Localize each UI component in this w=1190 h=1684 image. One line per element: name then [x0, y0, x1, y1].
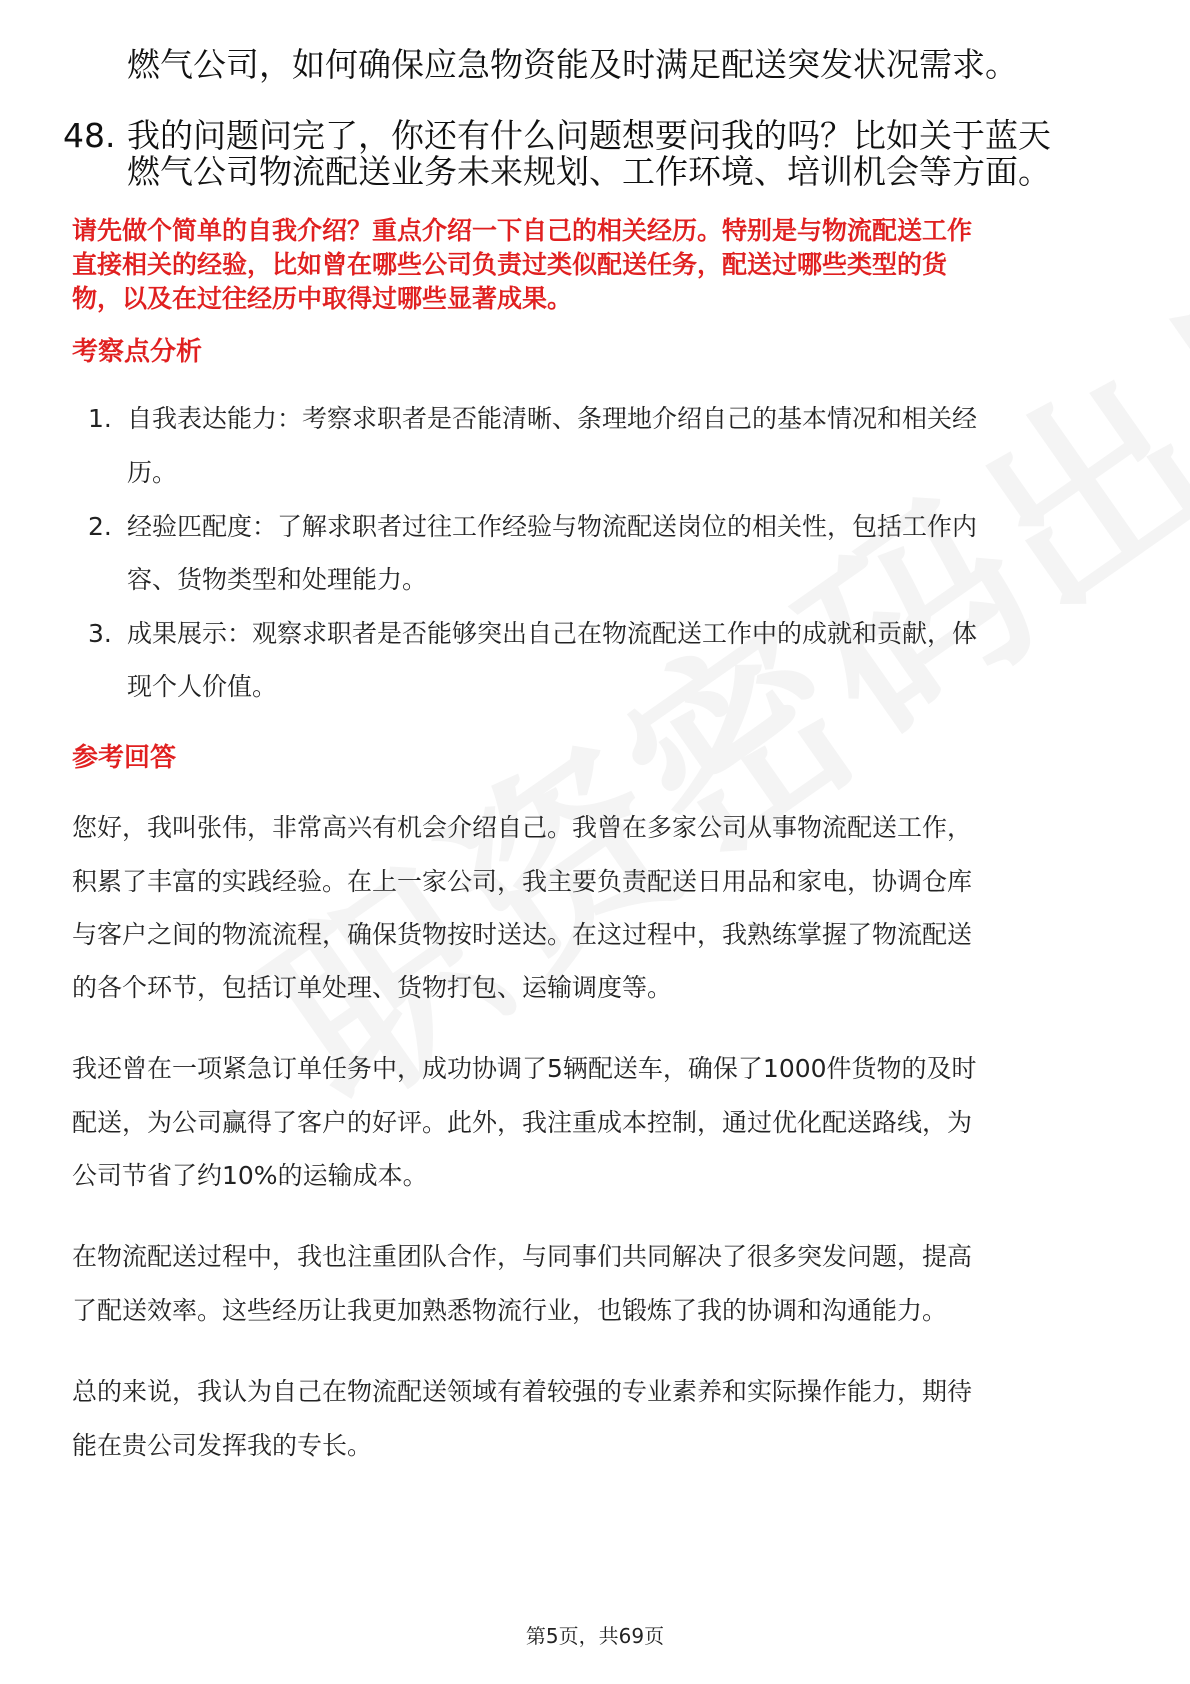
analysis-item-number: 1.: [88, 404, 112, 433]
analysis-item-line: 现个人价值。: [127, 672, 278, 701]
answer-line: 我还曾在一项紧急订单任务中，成功协调了5辆配送车，确保了1000件货物的及时: [72, 1054, 977, 1083]
answer-line: 与客户之间的物流流程，确保货物按时送达。在这过程中，我熟练掌握了物流配送: [72, 920, 973, 949]
answer-line: 的各个环节，包括订单处理、货物打包、运输调度等。: [72, 973, 673, 1002]
analysis-item-line: 历。: [127, 458, 178, 487]
answer-line: 您好，我叫张伟，非常高兴有机会介绍自己。我曾在多家公司从事物流配送工作，: [72, 813, 973, 842]
analysis-item-number: 3.: [88, 619, 112, 648]
analysis-item-line: 自我表达能力：考察求职者是否能清晰、条理地介绍自己的基本情况和相关经: [127, 404, 978, 433]
page-footer: 第5页，共69页: [525, 1624, 665, 1648]
q47-continuation: 燃气公司，如何确保应急物资能及时满足配送突发状况需求。: [127, 45, 1018, 84]
answer-line: 了配送效率。这些经历让我更加熟悉物流行业，也锻炼了我的协调和沟通能力。: [72, 1296, 948, 1325]
analysis-item-line: 成果展示：观察求职者是否能够突出自己在物流配送工作中的成就和贡献，体: [127, 619, 978, 648]
answer-line: 能在贵公司发挥我的专长。: [72, 1431, 373, 1460]
question-line: 直接相关的经验，比如曾在哪些公司负责过类似配送任务，配送过哪些类型的货: [72, 250, 948, 279]
answer-line: 积累了丰富的实践经验。在上一家公司，我主要负责配送日用品和家电，协调仓库: [72, 867, 973, 896]
q48-number: 48.: [63, 116, 116, 155]
analysis-item-number: 2.: [88, 512, 112, 541]
answer-heading: 参考回答: [72, 743, 177, 773]
answer-line: 公司节省了约10%的运输成本。: [72, 1161, 428, 1190]
question-line: 物，以及在过往经历中取得过哪些显著成果。: [72, 284, 573, 313]
answer-line: 配送，为公司赢得了客户的好评。此外，我注重成本控制，通过优化配送路线，为: [72, 1108, 973, 1137]
watermark: [233, 210, 1190, 1150]
q48-line: 燃气公司物流配送业务未来规划、工作环境、培训机会等方面。: [127, 152, 1051, 191]
analysis-item-line: 容、货物类型和处理能力。: [127, 565, 428, 594]
q48-line: 我的问题问完了，你还有什么问题想要问我的吗？比如关于蓝天: [127, 116, 1051, 155]
analysis-item-line: 经验匹配度：了解求职者过往工作经验与物流配送岗位的相关性，包括工作内: [127, 512, 978, 541]
question-line: 请先做个简单的自我介绍？重点介绍一下自己的相关经历。特别是与物流配送工作: [72, 216, 973, 245]
analysis-heading: 考察点分析: [72, 337, 203, 367]
answer-line: 在物流配送过程中，我也注重团队合作，与同事们共同解决了很多突发问题，提高: [72, 1242, 973, 1271]
answer-line: 总的来说，我认为自己在物流配送领域有着较强的专业素养和实际操作能力，期待: [72, 1377, 973, 1406]
